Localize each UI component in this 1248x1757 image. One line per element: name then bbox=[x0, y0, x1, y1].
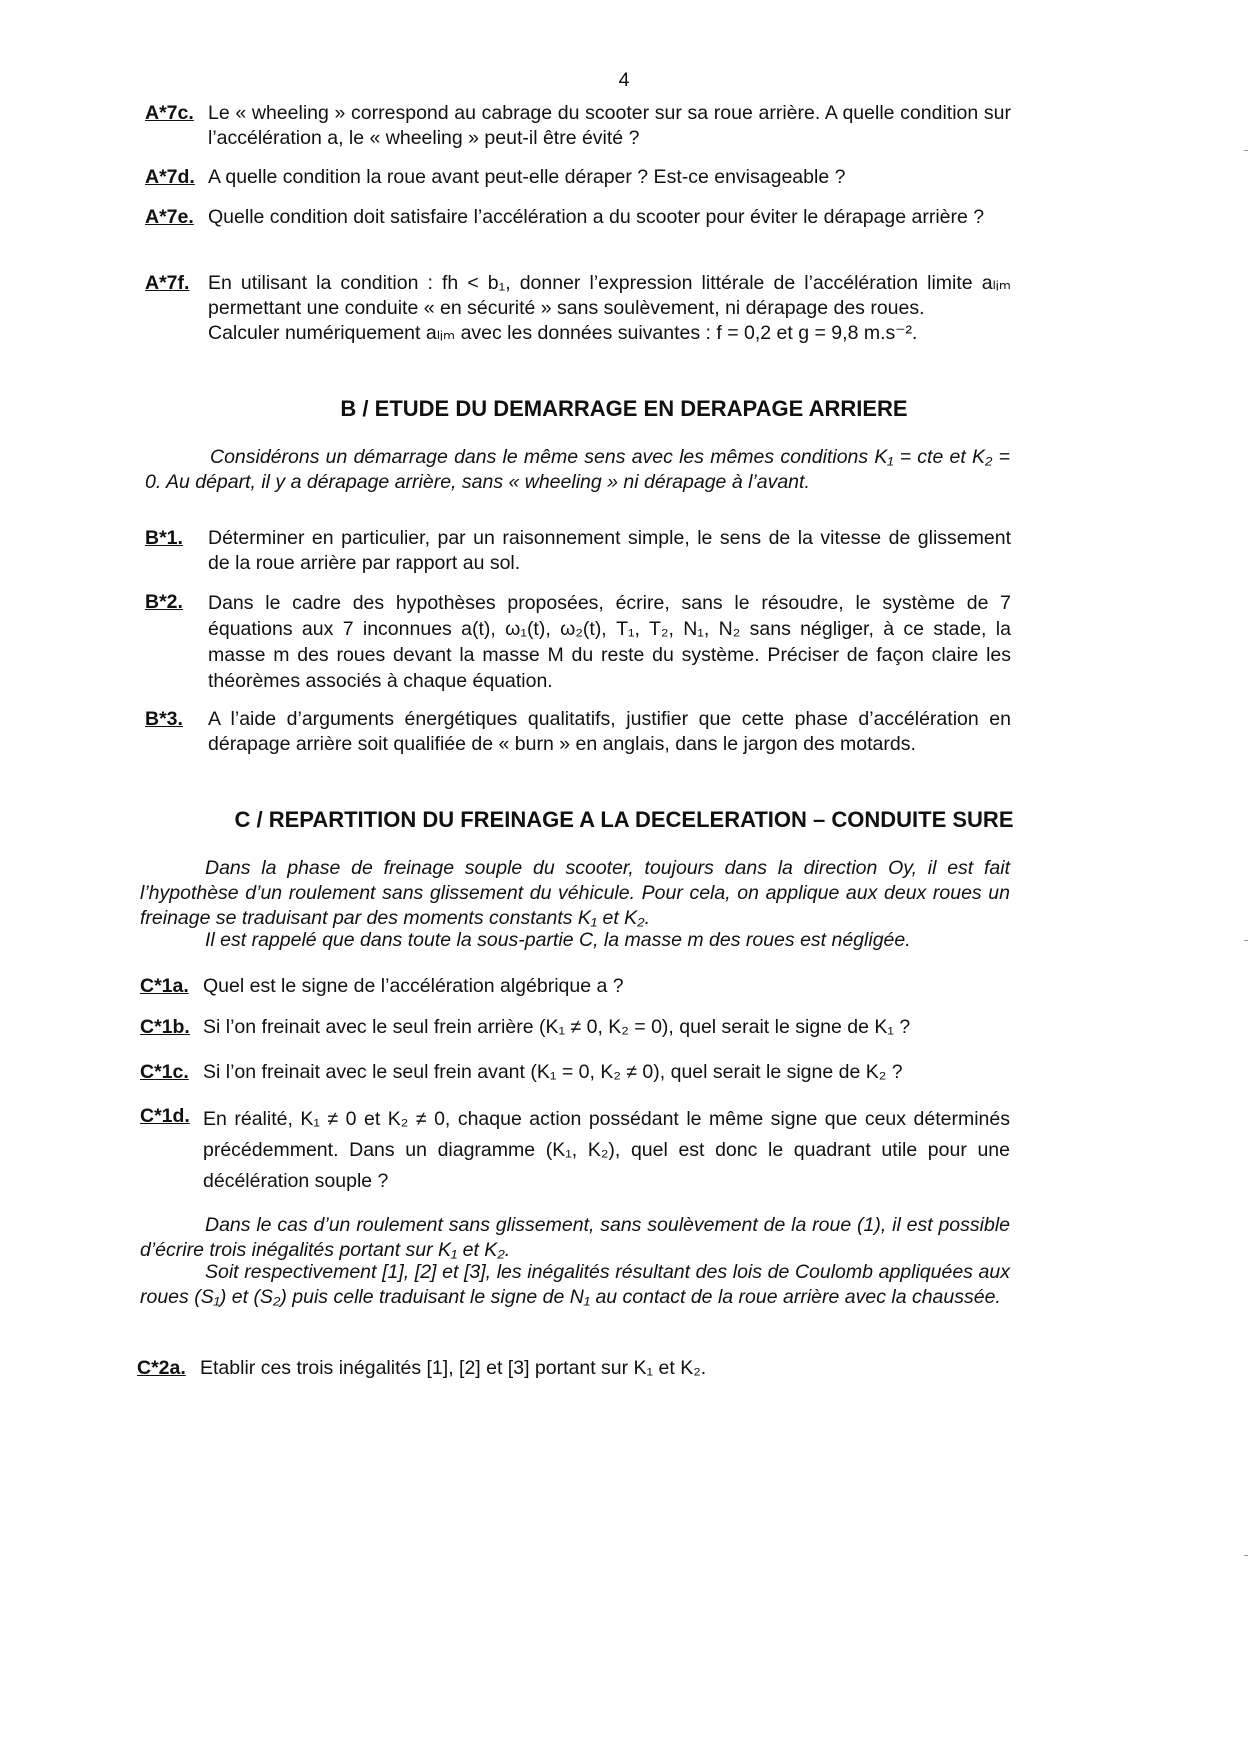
question-c1a bbox=[140, 974, 1010, 999]
question-label: C*2a. bbox=[137, 1357, 186, 1379]
question-text: A quelle condition la roue avant peut-elle déraper ? Est-ce envisageable ? bbox=[208, 166, 846, 188]
section-c-note: Il est rappelé que dans toute la sous-partie C, la masse m des roues est négligée. bbox=[205, 929, 911, 951]
question-text: Etablir ces trois inégalités [1], [2] et [3] portant sur K₁ et K₂. bbox=[200, 1357, 707, 1379]
question-a7c bbox=[145, 101, 1011, 151]
question-a7d bbox=[145, 165, 1011, 190]
question-text: Si l’on freinait avec le seul frein avant (K₁ = 0, K₂ ≠ 0), quel serait le signe de K₂ ? bbox=[203, 1061, 903, 1083]
question-label: A*7f. bbox=[145, 272, 190, 294]
question-text: En utilisant la condition : fh < b₁, donner l’expression littérale de l’accélération limite aₗᵢₘ permettant une conduite « en sécurité » sans soulèvement, ni dérapage des roues. bbox=[208, 272, 1011, 319]
question-c1d bbox=[140, 1104, 1010, 1197]
page-number: 4 bbox=[618, 69, 630, 91]
question-text: A l’aide d’arguments énergétiques qualitatifs, justifier que cette phase d’accélération en dérapage arrière soit qualifiée de « burn » en anglais, dans le jargon des motards. bbox=[208, 708, 1011, 755]
question-label: C*1a. bbox=[140, 975, 189, 997]
question-text: Quel est le signe de l’accélération algébrique a ? bbox=[203, 975, 624, 997]
question-text-2: Calculer numériquement aₗᵢₘ avec les données suivantes : f = 0,2 et g = 9,8 m.s⁻². bbox=[208, 322, 918, 344]
question-a7f bbox=[145, 271, 1011, 346]
question-text: Le « wheeling » correspond au cabrage du scooter sur sa roue arrière. A quelle condition sur l’accélération a, le « wheeling » peut-il être évité ? bbox=[208, 102, 1011, 149]
question-label: B*3. bbox=[145, 708, 183, 730]
section-c-title: C / REPARTITION DU FREINAGE A LA DECELERATION – CONDUITE SURE bbox=[234, 807, 1014, 832]
scan-mark bbox=[1244, 150, 1248, 151]
question-label: B*2. bbox=[145, 591, 183, 613]
question-text: En réalité, K₁ ≠ 0 et K₂ ≠ 0, chaque action possédant le même signe que ceux déterminés précédemment. Dans un diagramme (K₁, K₂), quel est donc le quadrant utile pour une décélération souple ? bbox=[203, 1108, 1010, 1192]
question-c2a bbox=[137, 1356, 1010, 1381]
question-label: A*7d. bbox=[145, 166, 195, 188]
question-c1c bbox=[140, 1060, 1010, 1085]
question-a7e bbox=[145, 205, 1011, 230]
section-c-paragraph-1: Dans le cas d’un roulement sans glissement, sans soulèvement de la roue (1), il est possible d’écrire trois inégalités portant sur K₁ et K₂. bbox=[140, 1214, 1010, 1261]
section-c-intro: Dans la phase de freinage souple du scooter, toujours dans la direction Oy, il est fait l’hypothèse d’un roulement sans glissement du véhicule. Pour cela, on applique aux deux roues un freinage se traduisant par des moments constants K₁ et K₂. bbox=[140, 857, 1010, 929]
question-label: C*1c. bbox=[140, 1061, 189, 1083]
question-label: C*1d. bbox=[140, 1105, 190, 1127]
section-c-paragraph-2: Soit respectivement [1], [2] et [3], les inégalités résultant des lois de Coulomb appliquées aux roues (S₁) et (S₂) puis celle traduisant le signe de N₁ au contact de la roue arrière avec la chaussée. bbox=[140, 1261, 1010, 1308]
question-label: C*1b. bbox=[140, 1016, 190, 1038]
question-text: Déterminer en particulier, par un raisonnement simple, le sens de la vitesse de glissement de la roue arrière par rapport au sol. bbox=[208, 527, 1011, 574]
scan-mark bbox=[1244, 1555, 1248, 1556]
scan-mark bbox=[1244, 940, 1248, 941]
section-b-intro: Considérons un démarrage dans le même sens avec les mêmes conditions K₁ = cte et K₂ = 0. Au départ, il y a dérapage arrière, sans « wheeling » ni dérapage à l’avant. bbox=[145, 446, 1010, 493]
question-label: B*1. bbox=[145, 527, 183, 549]
section-b-title: B / ETUDE DU DEMARRAGE EN DERAPAGE ARRIERE bbox=[340, 396, 908, 421]
question-text: Si l’on freinait avec le seul frein arrière (K₁ ≠ 0, K₂ = 0), quel serait le signe de K₁ ? bbox=[203, 1016, 911, 1038]
question-text: Dans le cadre des hypothèses proposées, écrire, sans le résoudre, le système de 7 équations aux 7 inconnues a(t), ω₁(t), ω₂(t), T₁, T₂, N₁, N₂ sans négliger, à ce stade, la masse m des roues devant la masse M du reste du système. Préciser de façon claire les théorèmes associés à chaque équation. bbox=[208, 592, 1011, 692]
question-b3 bbox=[145, 707, 1011, 757]
question-c1b bbox=[140, 1015, 1010, 1040]
question-label: A*7e. bbox=[145, 206, 194, 228]
question-b2 bbox=[145, 590, 1011, 694]
question-text: Quelle condition doit satisfaire l’accélération a du scooter pour éviter le dérapage arrière ? bbox=[208, 206, 985, 228]
question-b1 bbox=[145, 526, 1011, 576]
question-label: A*7c. bbox=[145, 102, 194, 124]
